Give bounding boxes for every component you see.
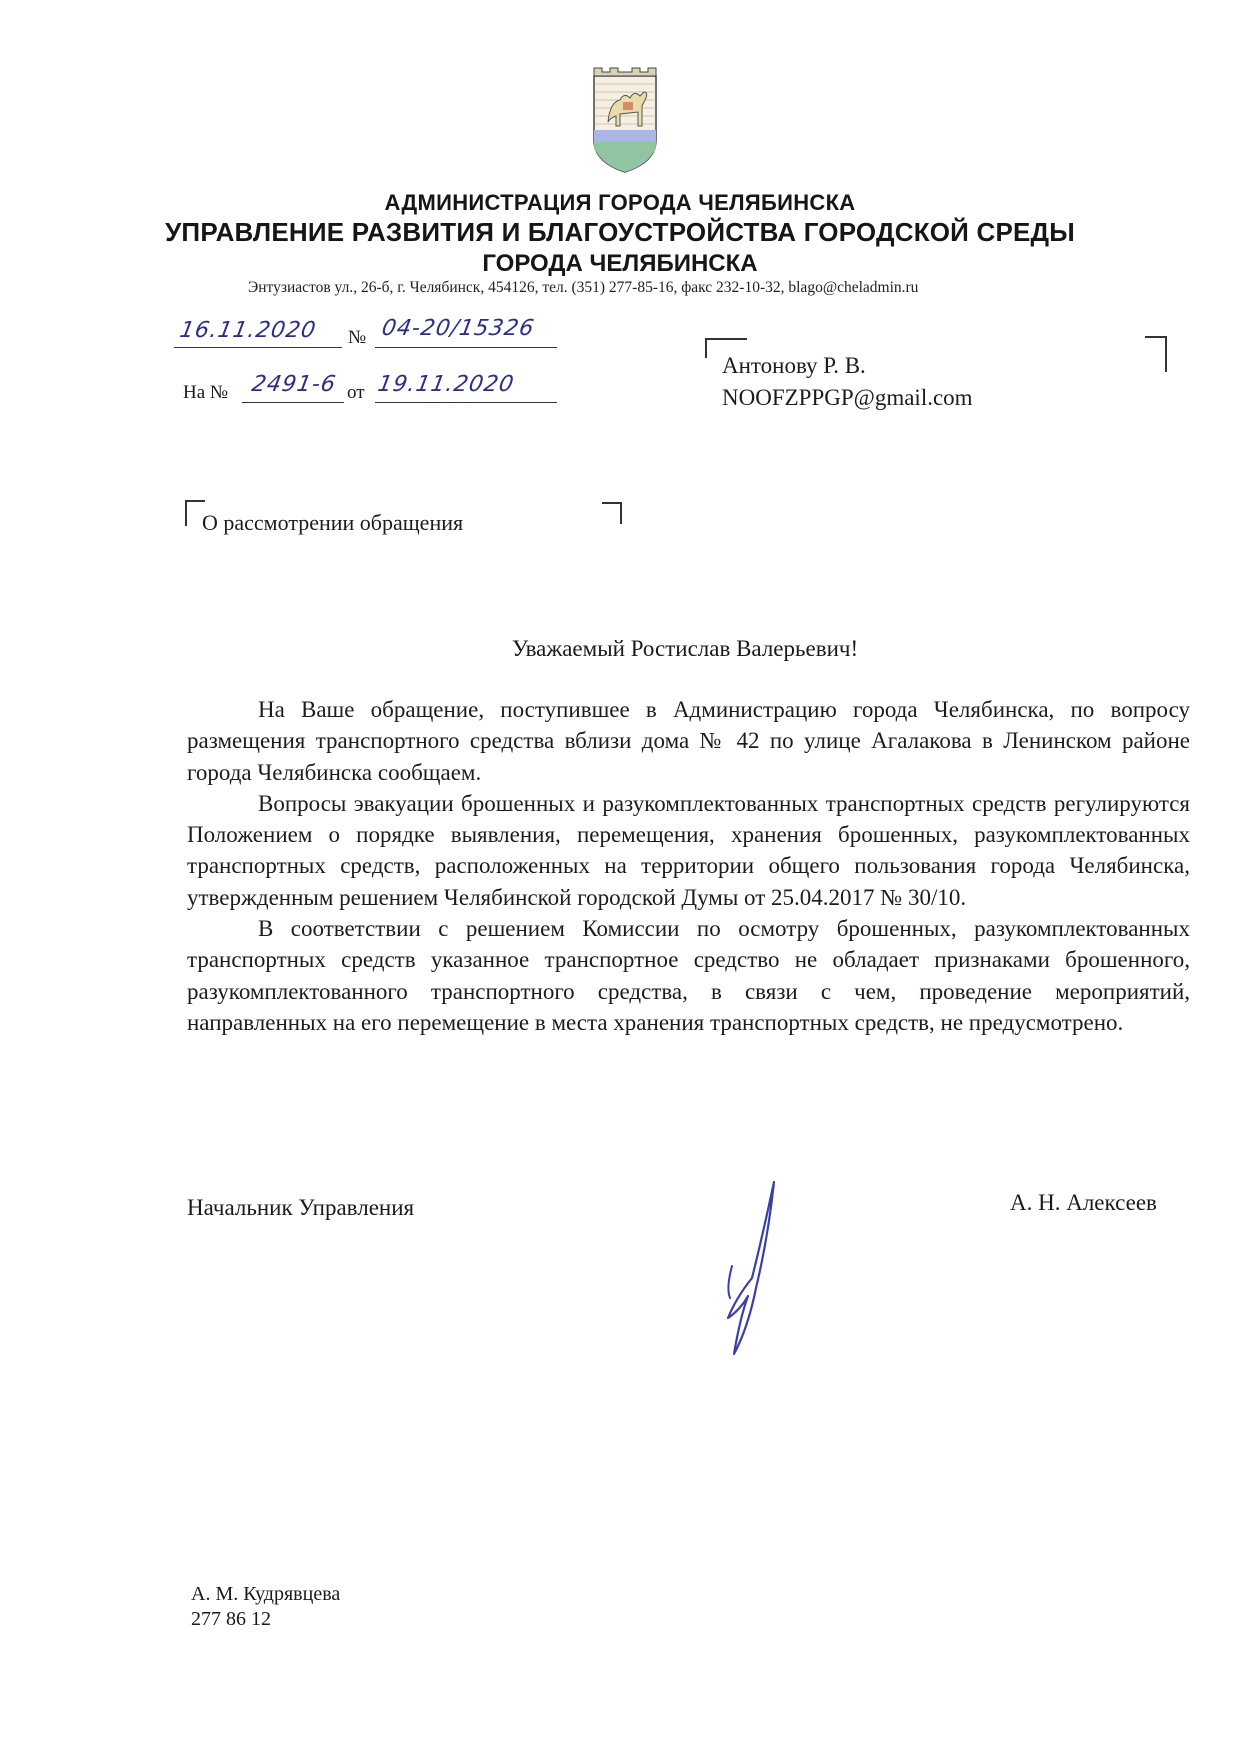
handwritten-signature-icon — [718, 1178, 788, 1358]
number-label: № — [348, 327, 367, 348]
addressee-corner-right — [1145, 336, 1167, 372]
outgoing-number-handwritten: 04-20/15326 — [379, 316, 537, 341]
city-title: ГОРОДА ЧЕЛЯБИНСКА — [482, 250, 758, 277]
outgoing-date-handwritten: 16.11.2020 — [177, 318, 319, 343]
addressee-block — [722, 350, 973, 414]
letter-body — [187, 694, 1190, 1038]
chelyabinsk-coat-of-arms-icon — [590, 62, 660, 174]
executor-block — [191, 1582, 340, 1632]
reply-number-underline — [242, 402, 344, 403]
administration-title: АДМИНИСТРАЦИЯ ГОРОДА ЧЕЛЯБИНСКА — [384, 190, 856, 215]
reply-number-handwritten: 2491-6 — [249, 372, 339, 397]
department-address: Энтузиастов ул., 26-б, г. Челябинск, 454126, тел. (351) 277-85-16, факс 232-10-32, blago@cheladmin.ru — [248, 279, 919, 296]
greeting: Уважаемый Ростислав Валерьевич! — [511, 636, 859, 661]
date-underline — [174, 347, 342, 348]
number-underline — [375, 347, 557, 348]
from-label: от — [347, 382, 365, 403]
signatory-name: А. Н. Алексеев — [1010, 1190, 1157, 1215]
reply-date-underline — [375, 402, 557, 403]
body-paragraph-1: На Ваше обращение, поступившее в Администрацию города Челябинска, по вопросу размещения транспортного средства вблизи дома № 42 по улице Агалакова в Ленинском районе города Челябинска сообщаем. — [187, 697, 1190, 785]
letter-subject: О рассмотрении обращения — [202, 510, 464, 535]
reply-number-label: На № — [183, 382, 229, 403]
signatory-title: Начальник Управления — [187, 1195, 415, 1220]
executor-name: А. М. Кудрявцева — [191, 1583, 341, 1605]
addressee-name: Антонову Р. В. — [722, 353, 866, 378]
department-title: УПРАВЛЕНИЕ РАЗВИТИЯ И БЛАГОУСТРОЙСТВА ГОРОДСКОЙ СРЕДЫ — [165, 217, 1075, 247]
body-paragraph-2: Вопросы эвакуации брошенных и разукомплектованных транспортных средств регулируются Положением о порядке выявления, перемещения, хранения брошенных, разукомплектованных транспортных средств, расположенных на территории общего пользования города Челябинска, утвержденным решением Челябинской городской Думы от 25.04.2017 № 30/10. — [187, 790, 1190, 910]
addressee-email: NOOFZPPGP@gmail.com — [722, 385, 973, 410]
body-paragraph-3: В соответствии с решением Комиссии по осмотру брошенных, разукомплектованных транспортных средств указанное транспортное средство не обладает признаками брошенного, разукомплектованного транспортного средства, в связи с чем, проведение мероприятий, направленных на его перемещение в места хранения транспортных средств, не предусмотрено. — [187, 916, 1190, 1035]
subject-corner-right — [602, 502, 622, 524]
executor-phone: 277 86 12 — [191, 1608, 271, 1630]
reply-date-handwritten: 19.11.2020 — [375, 372, 517, 397]
